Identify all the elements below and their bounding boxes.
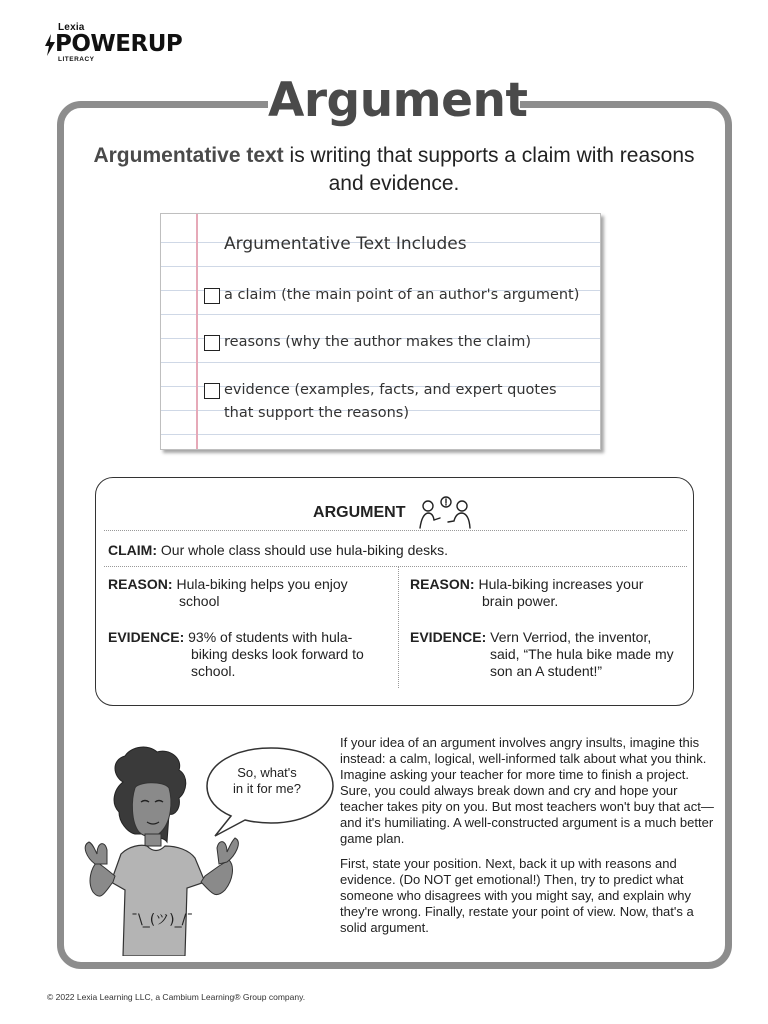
checklist-item-text: a claim (the main point of an author's argument) — [224, 287, 580, 303]
checklist-item-claim — [204, 284, 579, 307]
notebook-title: Argumentative Text Includes — [224, 234, 467, 254]
checklist-item-evidence — [204, 379, 557, 425]
checkbox-icon — [204, 288, 220, 304]
evidence-text-continued: said, “The hula bike made my — [490, 646, 674, 662]
reason-text: Hula-biking increases your — [478, 576, 644, 592]
evidence-text: 93% of students with hula- — [188, 629, 353, 645]
body-paragraph: If your idea of an argument involves angry insults, imagine this instead: a calm, logical, well-informed talk about what you think. Imagine asking your teacher for more time to finish a project. Sure, you could always break down and cry and hope your teacher takes pity on you. But most teachers won't buy that act—and it's humiliating. A well-constructed argument is a much better game plan. — [340, 735, 714, 846]
speech-bubble-text — [217, 765, 317, 797]
notebook-margin-line — [196, 214, 198, 449]
right-arm — [201, 860, 232, 895]
definition-term: Argumentative text — [93, 144, 284, 167]
evidence-text-continued: biking desks look forward to — [191, 646, 364, 662]
logo-main-text: POWERUP — [55, 31, 183, 57]
lexia-powerup-logo — [44, 22, 184, 68]
argument-example-box — [95, 477, 694, 706]
divider — [104, 566, 687, 567]
right-hand — [217, 838, 238, 864]
checklist-item-text: reasons (why the author makes the claim) — [224, 334, 531, 350]
checkbox-icon — [204, 383, 220, 399]
logo-sub-text: LITERACY — [58, 56, 95, 63]
reason-label: REASON: — [108, 576, 173, 592]
shirt-text: ¯\_(ツ)_/¯ — [131, 912, 194, 928]
reason-text: Hula-biking helps you enjoy — [176, 576, 348, 592]
right-reason — [410, 576, 690, 610]
checkbox-icon — [204, 335, 220, 351]
right-evidence — [410, 629, 695, 680]
left-hand — [85, 842, 107, 864]
left-reason — [108, 576, 388, 610]
reason-text-continued: school — [179, 593, 220, 609]
reason-label: REASON: — [410, 576, 475, 592]
logo-top-text: Lexia — [58, 22, 85, 33]
page-title: Argument — [268, 73, 528, 128]
claim-row — [108, 542, 448, 559]
claim-label: CLAIM: — [108, 542, 157, 558]
notebook-card — [160, 213, 601, 450]
evidence-text-continued: son an A student!” — [490, 663, 603, 679]
shirt — [111, 845, 205, 956]
speech-bubble-line: in it for me? — [233, 781, 301, 796]
discussion-people-icon — [416, 496, 476, 530]
speech-bubble-line: So, what's — [237, 765, 297, 780]
definition-rest: is writing that supports a claim with reasons and evidence. — [283, 144, 695, 195]
claim-text: Our whole class should use hula-biking desks. — [160, 542, 449, 558]
evidence-text: Vern Verriod, the inventor, — [490, 629, 652, 645]
footer-copyright: © 2022 Lexia Learning LLC, a Cambium Learning® Group company. — [47, 992, 306, 1002]
left-evidence — [108, 629, 393, 680]
argument-heading-label: ARGUMENT — [313, 504, 406, 522]
column-divider — [398, 566, 399, 688]
evidence-label: EVIDENCE: — [108, 629, 185, 645]
evidence-text-continued: school. — [191, 663, 236, 679]
evidence-label: EVIDENCE: — [410, 629, 487, 645]
checklist-item-text: evidence (examples, facts, and expert quotes — [224, 382, 557, 398]
checklist-item-text-continued: that support the reasons) — [224, 405, 410, 421]
divider — [104, 530, 687, 531]
argument-heading — [96, 496, 693, 530]
body-text — [340, 735, 718, 945]
left-arm — [90, 862, 115, 896]
body-paragraph: First, state your position. Next, back it up with reasons and evidence. (Do NOT get emotional!) Then, try to predict what someone who disagrees with you might say, and explain why they're wrong. Finally, restate your point of view. Now, that's a solid argument. — [340, 856, 694, 935]
reason-text-continued: brain power. — [482, 593, 559, 609]
definition — [90, 142, 698, 198]
checklist-item-reasons — [204, 331, 531, 354]
